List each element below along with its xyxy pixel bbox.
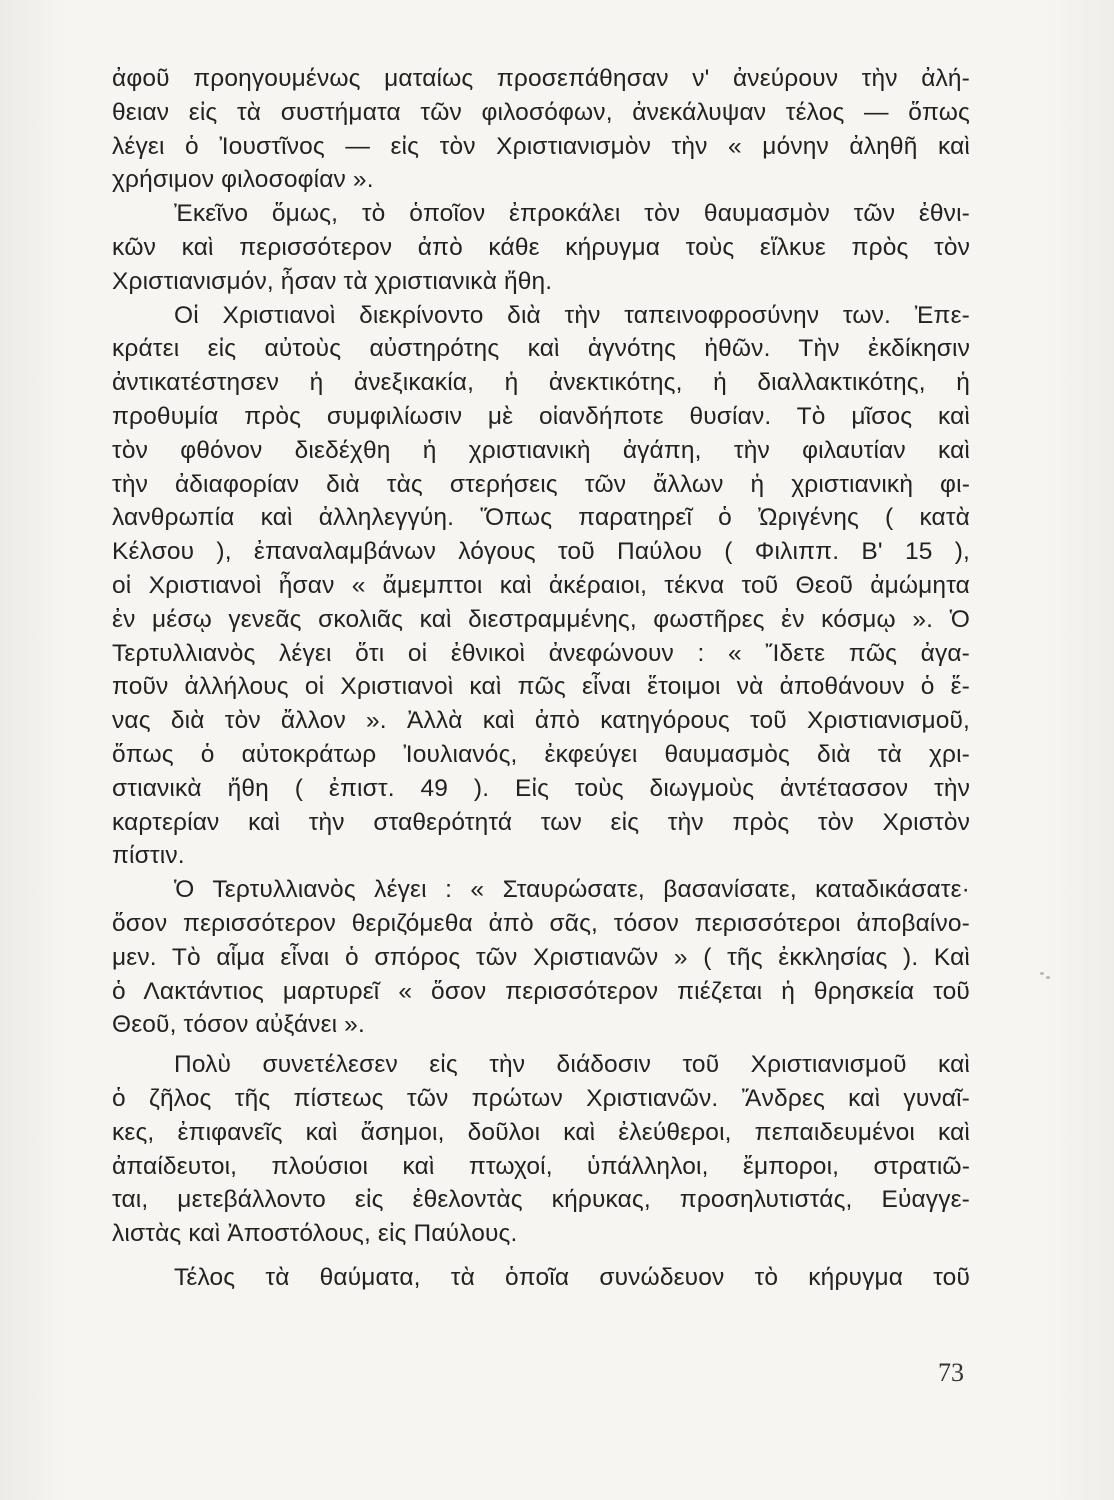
text-line: ἀφοῦ προηγουμένως ματαίως προσεπάθησαν ν' ἀνεύρουν τὴν ἀλή- <box>112 65 970 92</box>
paper-speck <box>1040 972 1044 975</box>
text-line: λανθρωπία καὶ ἀλληλεγγύη. Ὅπως παρατηρεῖ ὁ Ὠριγένης ( κατὰ <box>112 504 970 532</box>
text-line: στιανικὰ ἤθη ( ἐπιστ. 49 ). Εἰς τοὺς διωγμοὺς ἀντέτασσον τὴν <box>112 774 970 802</box>
body-text <box>112 62 970 1295</box>
text-line: Χριστιανισμόν, ἦσαν τὰ χριστιανικὰ ἤθη. <box>112 267 553 295</box>
text-line: ἐν μέσῳ γενεᾶς σκολιᾶς καὶ διεστραμμένης, φωστῆρες ἐν κόσμῳ ». Ὁ <box>112 605 970 633</box>
text-line: λέγει ὁ Ἰουστῖνος — εἰς τὸν Χριστιανισμὸν τὴν « μόνην ἀληθῆ καὶ <box>112 132 970 160</box>
text-line: ται, μετεβάλλοντο εἰς ἐθελοντὰς κήρυκας, προσηλυτιστάς, Εὐαγγε- <box>112 1186 970 1214</box>
text-line: τὴν ἀδιαφορίαν διὰ τὰς στερήσεις τῶν ἄλλων ἡ χριστιανικὴ φι- <box>112 470 970 498</box>
text-line: Ὁ Τερτυλλιανὸς λέγει : « Σταυρώσατε, βασανίσατε, καταδικάσατε· <box>174 876 970 904</box>
text-line: θειαν εἰς τὰ συστήματα τῶν φιλοσόφων, ἀνεκάλυψαν τέλος — ὅπως <box>112 98 970 126</box>
text-line: πίστιν. <box>112 842 185 870</box>
page-number: 73 <box>938 1358 964 1387</box>
text-line: ἀντικατέστησεν ἡ ἀνεξικακία, ἡ ἀνεκτικότης, ἡ διαλλακτικότης, ἡ <box>112 369 970 397</box>
text-line: λιστὰς καὶ Ἀποστόλους, εἰς Παύλους. <box>112 1220 518 1248</box>
text-line: Τέλος τὰ θαύματα, τὰ ὁποῖα συνώδευον τὸ κήρυγμα τοῦ <box>174 1263 970 1291</box>
paper-speck <box>1046 976 1050 979</box>
text-line: καρτερίαν καὶ τὴν σταθερότητά των εἰς τὴν πρὸς τὸν Χριστὸν <box>112 808 970 836</box>
text-line: Κέλσου ), ἐπαναλαμβάνων λόγους τοῦ Παύλου ( Φιλιππ. Β' 15 ), <box>112 538 970 566</box>
text-line: ὅσον περισσότερον θεριζόμεθα ἀπὸ σᾶς, τόσον περισσότεροι ἀποβαίνο- <box>112 909 970 937</box>
text-line: Οἱ Χριστιανοὶ διεκρίνοντο διὰ τὴν ταπεινοφροσύνην των. Ἐπε- <box>174 301 970 329</box>
text-line: κράτει εἰς αὐτοὺς αὐστηρότης καὶ ἁγνότης ἠθῶν. Τὴν ἐκδίκησιν <box>112 335 970 363</box>
text-line: ὁ ζῆλος τῆς πίστεως τῶν πρώτων Χριστιανῶν. Ἄνδρες καὶ γυναῖ- <box>112 1084 970 1112</box>
text-line: τὸν φθόνον διεδέχθη ἡ χριστιανικὴ ἀγάπη, τὴν φιλαυτίαν καὶ <box>112 436 970 464</box>
text-line: κες, ἐπιφανεῖς καὶ ἄσημοι, δοῦλοι καὶ ἐλεύθεροι, πεπαιδευμένοι καὶ <box>112 1118 970 1146</box>
text-line: προθυμία πρὸς συμφιλίωσιν μὲ οἱανδήποτε θυσίαν. Τὸ μῖσος καὶ <box>112 402 970 430</box>
text-line: ἀπαίδευτοι, πλούσιοι καὶ πτωχοί, ὑπάλληλοι, ἔμποροι, στρατιῶ- <box>112 1152 970 1180</box>
text-line: Τερτυλλιανὸς λέγει ὅτι οἱ ἐθνικοὶ ἀνεφώνουν : « Ἴδετε πῶς ἀγα- <box>112 639 970 667</box>
text-line: ὅπως ὁ αὐτοκράτωρ Ἰουλιανός, ἐκφεύγει θαυμασμὸς διὰ τὰ χρι- <box>112 740 970 768</box>
text-line: ὁ Λακτάντιος μαρτυρεῖ « ὅσον περισσότερον πιέζεται ἡ θρησκεία τοῦ <box>112 977 970 1005</box>
paragraph-gap <box>112 1251 970 1261</box>
text-line: οἱ Χριστιανοὶ ἦσαν « ἄμεμπτοι καὶ ἀκέραιοι, τέκνα τοῦ Θεοῦ ἀμώμητα <box>112 571 970 599</box>
text-line: κῶν καὶ περισσότερον ἀπὸ κάθε κήρυγμα τοὺς εἵλκυε πρὸς τὸν <box>112 233 970 261</box>
text-line: Θεοῦ, τόσον αὐξάνει ». <box>112 1011 365 1039</box>
text-line: ποῦν ἀλλήλους οἱ Χριστιανοὶ καὶ πῶς εἶναι ἕτοιμοι νὰ ἀποθάνουν ὁ ἕ- <box>112 673 970 701</box>
text-line: χρήσιμον φιλοσοφίαν ». <box>112 166 374 194</box>
text-line: νας διὰ τὸν ἄλλον ». Ἀλλὰ καὶ ἀπὸ κατηγόρους τοῦ Χριστιανισμοῦ, <box>112 707 970 735</box>
text-line: Πολὺ συνετέλεσεν εἰς τὴν διάδοσιν τοῦ Χριστιανισμοῦ καὶ <box>174 1051 970 1079</box>
text-line: μεν. Τὸ αἷμα εἶναι ὁ σπόρος τῶν Χριστιανῶν » ( τῆς ἐκκλησίας ). Καὶ <box>112 943 970 971</box>
text-line: Ἐκεῖνο ὅμως, τὸ ὁποῖον ἐπροκάλει τὸν θαυμασμὸν τῶν ἐθνι- <box>174 200 970 228</box>
